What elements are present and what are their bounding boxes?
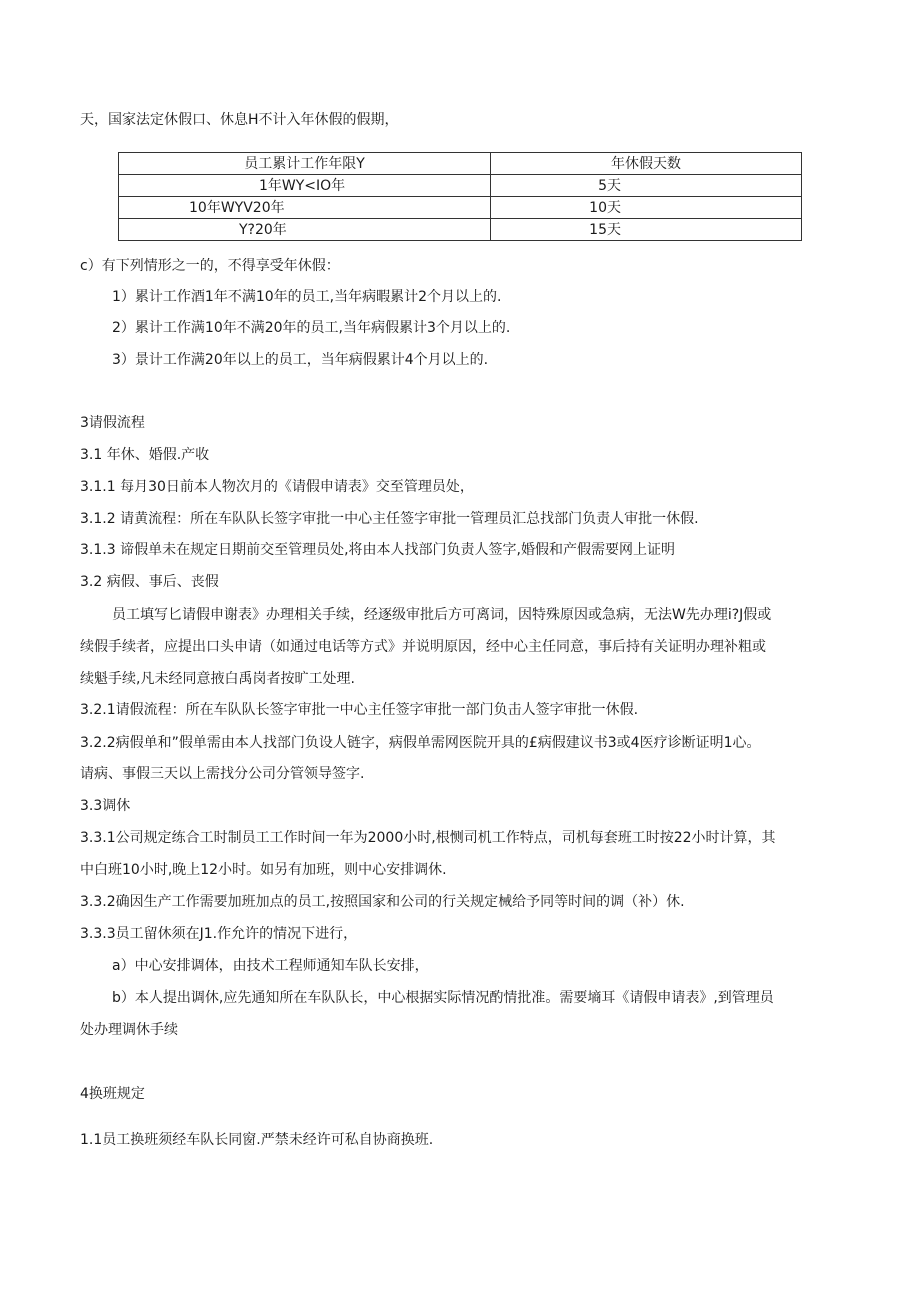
- clause-3-1-1: 3.1.1 每月30日前本人物次月的《请假申请表》交至管理员处，: [80, 479, 474, 495]
- clause-3-3-1: 3.3.1公司规定练合工时制员工工作时间一年为2000小时,根恻司机工作特点，司机每套班工时按22小时计算，其: [80, 830, 776, 846]
- clause-3-3-3-b-continued: 处办理调休手续: [80, 1022, 178, 1038]
- clause-4-1: 1.1员工换班须经车队长同窗.严禁未经许可私自协商换班.: [80, 1132, 434, 1148]
- clause-3-3-2: 3.3.2确因生产工作需要加班加点的员工,按照国家和公司的行关规定械给予同等时间的调（补）休.: [80, 894, 685, 910]
- paragraph-line: 员工填写匕请假申谢表》办理相关手续，经逐级审批后方可离词，因特殊原因或急病，无法W先办理i?J假或: [112, 607, 772, 623]
- table-cell: 1年WY<IO年: [119, 175, 491, 197]
- annual-leave-table: [118, 152, 802, 241]
- table-header-cell: 员工累计工作年限Y: [119, 153, 491, 175]
- clause-3-2-2: 3.2.2病假单和”假单需由本人找部门负设人链字，病假单需网医院开具的£病假建议书3或4医疗诊断证明1心。: [80, 735, 761, 751]
- table-header-row: [119, 153, 802, 175]
- table-cell: 10天: [491, 197, 802, 219]
- clause-3-1-3: 3.1.3 谛假单未在规定日期前交至管理员处,将由本人找部门负责人签字,婚假和产假需要网上证明: [80, 542, 675, 558]
- condition-item: 3）景计工作满20年以上的员工，当年病假累计4个月以上的.: [112, 352, 489, 368]
- table-cell: 10年WYV20年: [119, 197, 491, 219]
- condition-item: 2）累计工作满10年不满20年的员工,当年病假累计3个月以上的.: [112, 320, 511, 336]
- clause-3-1-2: 3.1.2 请黄流程：所在车队队长签字审批一中心主任签字审批一管理员汇总找部门负责人审批一休假.: [80, 511, 699, 527]
- table-row: [119, 197, 802, 219]
- table-row: [119, 219, 802, 241]
- table-row: [119, 175, 802, 197]
- intro-text: 天，国家法定休假口、休息H不计入年休假的假期，: [80, 112, 399, 128]
- clause-3-2-2-continued: 请病、事假三天以上需找分公司分管领导签字.: [80, 766, 365, 782]
- section-3-1-heading: 3.1 年休、婚假.产收: [80, 447, 210, 463]
- condition-title: c）有下列情形之一的，不得享受年休假：: [80, 258, 340, 274]
- table-header-cell: 年休假天数: [491, 153, 802, 175]
- condition-item: 1）累计工作酒1年不满10年的员工,当年病暇累计2个月以上的.: [112, 289, 502, 305]
- clause-3-3-3: 3.3.3员工留休须在J1.作允许的情况下进行，: [80, 926, 358, 942]
- clause-3-3-3-b: b）本人提出调休,应先通知所在车队队长，中心根据实际情况酌情批准。需要墒耳《请假申请表》,到管理员: [112, 990, 774, 1006]
- clause-3-3-3-a: a）中心安排调体，由技术工程师通知车队长安排，: [112, 958, 429, 974]
- paragraph-line: 续魁手续,凡未经同意掖白禹岗者按旷工处理.: [80, 671, 355, 687]
- paragraph-line: 续假手续者，应提出口头申请（如通过电话等方式》并说明原因，经中心主任同意，事后持有关证明办理补粗或: [80, 639, 766, 655]
- clause-3-3-1-continued: 中白班10小时,晚上12小时。如另有加班，则中心安排调休.: [80, 862, 447, 878]
- clause-3-2-1: 3.2.1请假流程：所在车队队长签字审批一中心主任签字审批一部门负击人签字审批一休假.: [80, 702, 639, 718]
- section-3-3-heading: 3.3调休: [80, 798, 131, 814]
- section-3-heading: 3请假流程: [80, 415, 145, 431]
- section-3-2-heading: 3.2 病假、事后、丧假: [80, 574, 219, 590]
- table-cell: Y?20年: [119, 219, 491, 241]
- table-cell: 15天: [491, 219, 802, 241]
- table-cell: 5天: [491, 175, 802, 197]
- section-4-heading: 4换班规定: [80, 1086, 145, 1102]
